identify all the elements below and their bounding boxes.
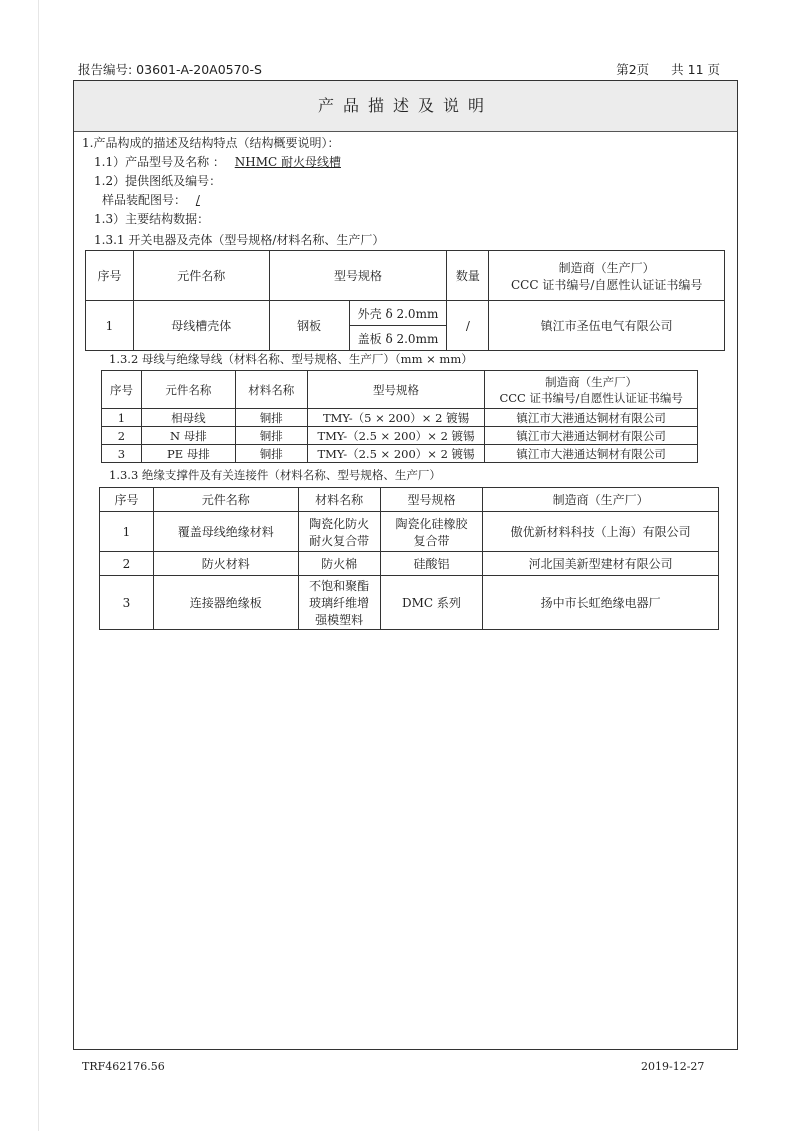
spec-line2: 复合带 [413,533,450,548]
cell-spec: TMY-（5 × 200）× 2 镀锡 [307,409,485,427]
form-code: TRF462176.56 [82,1060,165,1073]
col-header-qty: 数量 [447,251,489,301]
drawing-number-line [102,191,204,208]
insulation-table [99,487,719,630]
busbar-table [101,370,698,463]
cell-material: 铜排 [235,427,307,445]
cell-name: 相母线 [141,409,235,427]
cell-name: 母线槽壳体 [133,301,269,351]
cell-qty: / [447,301,489,351]
report-number: 报告编号: 03601-A-20A0570-S [78,62,262,77]
table-row [102,427,698,445]
spec-line1: 陶瓷化硅橡胶 [395,516,468,531]
section-131-heading: 1.3.1 开关电器及壳体（型号规格/材料名称、生产厂） [94,233,385,247]
cell-maker: 镇江市大港通达铜材有限公司 [485,427,698,445]
cell-name: 防火材料 [153,552,298,576]
col-header-maker: 制造商（生产厂） [483,488,719,512]
maker-header-line1: 制造商（生产厂） [545,374,638,389]
col-header-no: 序号 [102,371,142,409]
page-number [594,60,720,78]
table-header-row [86,251,725,301]
section-133-heading: 1.3.3 绝缘支撑件及有关连接件（材料名称、型号规格、生产厂） [109,468,441,482]
cell-spec: 硅酸铝 [380,552,483,576]
maker-header-line1: 制造商（生产厂） [558,260,655,275]
col-header-spec: 型号规格 [307,371,485,409]
maker-header-line2: CCC 证书编号/自愿性认证证书编号 [510,277,703,292]
cell-spec: TMY-（2.5 × 200）× 2 镀锡 [307,445,485,463]
table-row [100,552,719,576]
table-header-row [102,371,698,409]
table-row [100,576,719,630]
drawing-number-label: 样品装配图号： [102,193,187,207]
cell-no: 2 [102,427,142,445]
col-header-spec: 型号规格 [269,251,447,301]
switchgear-table [85,250,725,351]
cell-name: 覆盖母线绝缘材料 [153,512,298,552]
table-row [102,445,698,463]
cell-name: PE 母排 [141,445,235,463]
col-header-name: 元件名称 [141,371,235,409]
cell-name: 连接器绝缘板 [153,576,298,630]
section-132-heading: 1.3.2 母线与绝缘导线（材料名称、型号规格、生产厂）（mm × mm） [109,352,473,366]
col-header-no: 序号 [86,251,134,301]
footer-date: 2019-12-27 [641,1060,705,1073]
cell-spec: DMC 系列 [380,576,483,630]
page-edge [38,0,39,1131]
cell-material: 防火棉 [298,552,380,576]
document-frame [73,80,738,1050]
material-line3: 强模塑料 [315,613,364,627]
cell-no: 1 [102,409,142,427]
col-header-maker [485,371,698,409]
table-row [86,301,725,326]
col-header-name: 元件名称 [153,488,298,512]
page-header [78,60,720,80]
cell-material: 铜排 [235,409,307,427]
section-1-heading: 1.产品构成的描述及结构特点（结构概要说明）： [82,136,340,150]
col-header-no: 序号 [100,488,154,512]
cell-material [298,576,380,630]
maker-header-line2: CCC 证书编号/自愿性认证证书编号 [499,390,683,405]
cell-maker: 镇江市圣伍电气有限公司 [489,301,725,351]
col-header-name: 元件名称 [133,251,269,301]
product-model-label: 1.1）产品型号及名称 ： [94,155,225,169]
total-pages: 共 11 页 [671,62,720,77]
cell-maker: 镇江市大港通达铜材有限公司 [485,409,698,427]
cell-no: 1 [86,301,134,351]
cell-no: 2 [100,552,154,576]
current-page: 第2页 [616,62,650,77]
drawing-number-value: / [195,193,200,207]
cell-material: 铜排 [235,445,307,463]
cell-spec: TMY-（2.5 × 200）× 2 镀锡 [307,427,485,445]
product-model-line [94,153,341,170]
structure-data-heading: 1.3）主要结构数据： [94,212,210,226]
col-header-spec: 型号规格 [380,488,483,512]
col-header-material: 材料名称 [235,371,307,409]
cell-spec-shell: 外壳 δ 2.0mm [349,301,447,326]
product-model-value: NHMC 耐火母线槽 [234,155,341,169]
cell-no: 3 [100,576,154,630]
cell-maker: 扬中市长虹绝缘电器厂 [483,576,719,630]
table-row [102,409,698,427]
cell-material [298,512,380,552]
material-line1: 不饱和聚酯 [309,579,370,593]
cell-material: 钢板 [269,301,349,351]
cell-no: 3 [102,445,142,463]
material-line1: 陶瓷化防火 [309,516,370,531]
cell-spec [380,512,483,552]
cell-name: N 母排 [141,427,235,445]
material-line2: 玻璃纤维增 [309,596,370,610]
cell-maker: 傲优新材料科技（上海）有限公司 [483,512,719,552]
drawings-heading: 1.2）提供图纸及编号： [94,174,222,188]
page-title: 产品描述及说明 [74,81,737,132]
col-header-material: 材料名称 [298,488,380,512]
table-header-row [100,488,719,512]
cell-spec-cover: 盖板 δ 2.0mm [349,326,447,351]
cell-no: 1 [100,512,154,552]
cell-maker: 镇江市大港通达铜材有限公司 [485,445,698,463]
material-line2: 耐火复合带 [309,533,370,548]
col-header-maker [489,251,725,301]
table-row [100,512,719,552]
cell-maker: 河北国美新型建材有限公司 [483,552,719,576]
